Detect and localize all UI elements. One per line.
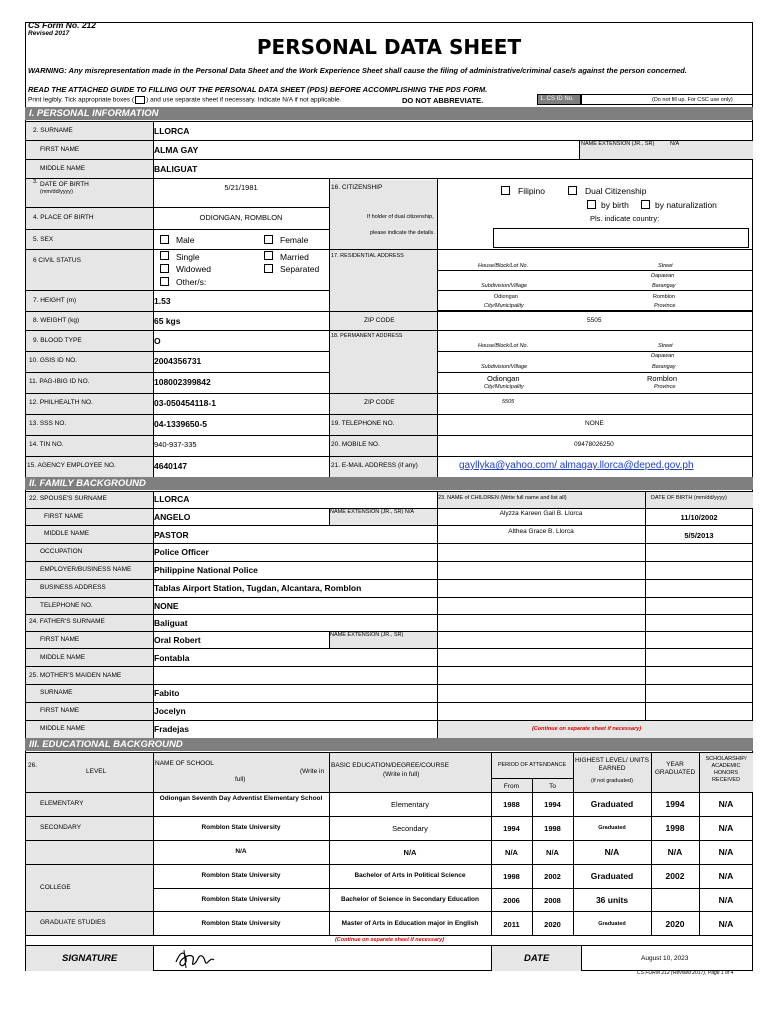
perm-house-label: House/Block/Lot No. bbox=[478, 343, 529, 349]
mother-first-value: Jocelyn bbox=[154, 706, 186, 716]
male-label: Male bbox=[176, 235, 195, 245]
dob-label: DATE OF BIRTH bbox=[40, 181, 89, 188]
married-checkbox[interactable] bbox=[264, 251, 273, 260]
edu-highest-college-1: Graduated bbox=[590, 871, 634, 881]
father-first-label: FIRST NAME bbox=[40, 636, 80, 643]
spouse-surname-label: 22. SPOUSE'S SURNAME bbox=[29, 495, 107, 502]
edu-to-secondary: 1998 bbox=[544, 824, 561, 833]
do-not-fill-note: (Do not fill up. For CSC use only) bbox=[652, 97, 733, 103]
child-2-name: Althea Grace B. Llorca bbox=[508, 528, 574, 535]
blood-type-label: 9. BLOOD TYPE bbox=[33, 337, 82, 344]
mother-middle-label: MIDDLE NAME bbox=[40, 725, 86, 732]
edu-course-vocational: N/A bbox=[403, 848, 417, 857]
edu-school-secondary: Romblon State University bbox=[201, 824, 281, 831]
edu-year-graduate: 2020 bbox=[665, 919, 685, 929]
dual-details-note: please indicate the details. bbox=[370, 230, 435, 236]
middle-name-value: BALIGUAT bbox=[154, 164, 198, 174]
highest-level-header: HIGHEST LEVEL/ UNITS EARNED bbox=[575, 757, 649, 772]
warning-text: WARNING: Any misrepresentation made in the Personal Data Sheet and the Work Experience Sheet shall cause the filing of administrative/criminal case/s against the person concerned. bbox=[28, 66, 687, 75]
spouse-first-label: FIRST NAME bbox=[44, 513, 84, 520]
agency-employee-label: 15. AGENCY EMPLOYEE NO. bbox=[27, 462, 116, 469]
first-name-value: ALMA GAY bbox=[154, 145, 199, 155]
edu-to-elementary: 1994 bbox=[544, 800, 561, 809]
year-graduated-header: YEAR GRADUATED bbox=[654, 761, 696, 776]
widowed-label: Widowed bbox=[176, 264, 211, 274]
form-number: CS Form No. 212 bbox=[28, 20, 97, 30]
separated-checkbox[interactable] bbox=[264, 264, 273, 273]
res-zip-label: ZIP CODE bbox=[364, 317, 395, 324]
father-surname-label: 24. FATHER'S SURNAME bbox=[29, 618, 105, 625]
perm-barangay-label: Barangay bbox=[652, 364, 676, 370]
edu-year-vocational: N/A bbox=[667, 847, 683, 857]
email-value[interactable]: gayllyka@yahoo.com/ almagay.llorca@deped.gov.ph bbox=[459, 460, 694, 471]
form-revised: Revised 2017 bbox=[28, 30, 70, 37]
filipino-checkbox[interactable] bbox=[501, 186, 510, 195]
res-city-label: City/Municipality bbox=[484, 303, 524, 309]
business-address-value: Tablas Airport Station, Tugdan, Alcantara, Romblon bbox=[154, 583, 362, 593]
telephone-value: NONE bbox=[585, 420, 604, 427]
section-family-background: II. FAMILY BACKGROUND bbox=[25, 477, 753, 490]
edu-from-elementary: 1988 bbox=[503, 800, 520, 809]
surname-value: LLORCA bbox=[154, 126, 190, 136]
edu-level-graduate: GRADUATE STUDIES bbox=[40, 919, 106, 926]
res-street-label: Street bbox=[658, 263, 673, 269]
perm-zip-label: ZIP CODE bbox=[364, 399, 395, 406]
by-birth-label: by birth bbox=[601, 200, 629, 210]
education-continue-note: (Continue on separate sheet if necessary) bbox=[334, 937, 445, 943]
family-continue-note: (Continue on separate sheet if necessary) bbox=[532, 726, 642, 732]
signature-label: SIGNATURE bbox=[62, 953, 118, 964]
by-naturalization-checkbox[interactable] bbox=[641, 200, 650, 209]
education-number: 26. bbox=[28, 762, 38, 769]
father-first-value: Oral Robert bbox=[154, 635, 201, 645]
father-surname-value: Baliguat bbox=[154, 618, 188, 628]
first-name-label: FIRST NAME bbox=[40, 146, 80, 153]
edu-course-elementary: Elementary bbox=[391, 800, 429, 809]
tin-label: 14. TIN NO. bbox=[29, 441, 64, 448]
edu-year-elementary: 1994 bbox=[665, 799, 685, 809]
highest-level-sub: (if not graduated) bbox=[591, 778, 633, 784]
dual-citizenship-label: Dual Citizenship bbox=[585, 186, 647, 196]
children-label: 23. NAME of CHILDREN (Write full name and list all) bbox=[438, 495, 567, 501]
perm-street-label: Street bbox=[658, 343, 673, 349]
married-label: Married bbox=[280, 252, 309, 262]
separated-label: Separated bbox=[280, 264, 320, 274]
agency-employee-value: 4640147 bbox=[154, 461, 188, 471]
perm-street-value: Dapawan bbox=[651, 353, 675, 359]
others-label: Other/s: bbox=[176, 277, 207, 287]
surname-label: 2. SURNAME bbox=[33, 127, 73, 134]
name-extension-label: NAME EXTENSION (JR., SR) bbox=[581, 141, 655, 147]
edu-from-vocational: N/A bbox=[505, 848, 518, 857]
pagibig-value: 108002399842 bbox=[154, 377, 211, 387]
school-write-in: (Write in bbox=[300, 768, 325, 775]
male-checkbox[interactable] bbox=[160, 235, 169, 244]
read-guide-text: READ THE ATTACHED GUIDE TO FILLING OUT THE PERSONAL DATA SHEET (PDS) BEFORE ACCOMPLISHING THE PDS FORM. bbox=[28, 85, 488, 94]
civil-status-label: 6 CIVIL STATUS bbox=[33, 257, 81, 264]
edu-to-graduate: 2020 bbox=[544, 920, 561, 929]
pob-value: ODIONGAN, ROMBLON bbox=[199, 213, 283, 222]
by-birth-checkbox[interactable] bbox=[587, 200, 596, 209]
edu-honors-college-1: N/A bbox=[718, 871, 734, 881]
cs-id-label: 1. CS ID No. bbox=[537, 94, 581, 105]
res-subdivision-label: Subdivision/Village bbox=[481, 283, 528, 289]
from-header: From bbox=[503, 783, 520, 790]
course-header: BASIC EDUCATION/DEGREE/COURSE bbox=[331, 762, 449, 769]
female-label: Female bbox=[280, 235, 309, 245]
edu-level-college: COLLEGE bbox=[40, 884, 71, 891]
mother-surname-label: SURNAME bbox=[40, 689, 73, 696]
spouse-surname-value: LLORCA bbox=[154, 494, 190, 504]
dob-value: 5/21/1981 bbox=[224, 183, 258, 192]
edu-school-vocational: N/A bbox=[235, 848, 247, 855]
label-column-bg-2 bbox=[329, 180, 437, 477]
honors-header: SCHOLARSHIP/ ACADEMIC HONORS RECEIVED bbox=[705, 756, 747, 783]
edu-school-elementary: Odiongan Seventh Day Adventist Elementary School bbox=[159, 795, 323, 802]
employer-label: EMPLOYER/BUSINESS NAME bbox=[40, 566, 132, 573]
date-value: August 10, 2023 bbox=[641, 955, 689, 962]
blood-type-value: O bbox=[154, 336, 161, 346]
dob-number: 3. bbox=[33, 179, 38, 185]
sss-label: 13. SSS NO. bbox=[29, 420, 67, 427]
citizenship-label: 16. CITIZENSHIP bbox=[331, 184, 383, 191]
edu-from-secondary: 1994 bbox=[503, 824, 520, 833]
edu-highest-graduate: Graduated bbox=[598, 921, 626, 927]
child-1-dob: 11/10/2002 bbox=[680, 513, 718, 522]
residential-address-label: 17. RESIDENTIAL ADDRESS bbox=[331, 253, 404, 259]
father-ext-label: NAME EXTENSION (JR., SR) bbox=[330, 632, 404, 638]
mobile-label: 20. MOBILE NO. bbox=[331, 441, 380, 448]
spouse-ext-label: NAME EXTENSION (JR., SR) N/A bbox=[330, 509, 415, 515]
section-personal-information: I. PERSONAL INFORMATION bbox=[25, 107, 753, 120]
edu-honors-elementary: N/A bbox=[718, 799, 734, 809]
weight-value: 65 kgs bbox=[154, 316, 181, 326]
middle-name-label: MIDDLE NAME bbox=[40, 165, 86, 172]
name-extension-value: N/A bbox=[670, 141, 680, 147]
spouse-telephone-label: TELEPHONE NO. bbox=[40, 602, 93, 609]
height-label: 7. HEIGHT (m) bbox=[33, 297, 77, 304]
weight-label: 8. WEIGHT (kg) bbox=[33, 317, 80, 324]
perm-subdivision-label: Subdivision/Village bbox=[481, 364, 528, 370]
form-footer: CS FORM 212 (Revised 2017), Page 1 of 4 bbox=[637, 970, 734, 976]
edu-from-college-2: 2006 bbox=[503, 896, 520, 905]
philhealth-value: 03-050454118-1 bbox=[154, 398, 216, 408]
signature-image bbox=[170, 946, 218, 972]
indicate-country-label: Pls. indicate country: bbox=[590, 214, 660, 223]
father-middle-value: Fontabla bbox=[154, 653, 190, 663]
single-label: Single bbox=[176, 252, 200, 262]
do-not-abbreviate: DO NOT ABBREVIATE. bbox=[402, 96, 484, 105]
edu-year-secondary: 1998 bbox=[665, 823, 685, 833]
edu-from-college-1: 1998 bbox=[503, 872, 520, 881]
sss-value: 04-1339650-5 bbox=[154, 419, 207, 429]
email-label: 21. E-MAIL ADDRESS (if any) bbox=[331, 462, 418, 469]
edu-school-college-1: Romblon State University bbox=[201, 872, 281, 879]
edu-course-graduate: Master of Arts in Education major in English bbox=[341, 920, 479, 927]
res-street-value: Dapawan bbox=[651, 273, 675, 279]
filipino-label: Filipino bbox=[518, 186, 545, 196]
edu-highest-secondary: Graduated bbox=[598, 825, 626, 831]
spouse-middle-label: MIDDLE NAME bbox=[44, 530, 90, 537]
occupation-label: OCCUPATION bbox=[40, 548, 83, 555]
female-checkbox[interactable] bbox=[264, 235, 273, 244]
res-zip-value: 5505 bbox=[587, 317, 602, 324]
spouse-telephone-value: NONE bbox=[154, 601, 179, 611]
edu-school-college-2: Romblon State University bbox=[201, 896, 281, 903]
height-value: 1.53 bbox=[154, 296, 171, 306]
perm-city-value: Odiongan bbox=[487, 374, 520, 383]
spouse-middle-value: PASTOR bbox=[154, 530, 189, 540]
edu-school-graduate: Romblon State University bbox=[201, 920, 281, 927]
edu-highest-college-2: 36 units bbox=[595, 895, 629, 905]
perm-zip-value: 5505 bbox=[502, 399, 515, 405]
widowed-checkbox[interactable] bbox=[160, 264, 169, 273]
date-label: DATE bbox=[524, 953, 550, 964]
res-barangay-label: Barangay bbox=[652, 283, 676, 289]
mobile-value: 09478026250 bbox=[574, 441, 614, 448]
occupation-value: Police Officer bbox=[154, 547, 209, 557]
edu-level-elementary: ELEMENTARY bbox=[40, 800, 84, 807]
section-educational-background: III. EDUCATIONAL BACKGROUND bbox=[25, 738, 753, 751]
single-checkbox[interactable] bbox=[160, 251, 169, 260]
business-address-label: BUSINESS ADDRESS bbox=[40, 584, 106, 591]
country-field[interactable] bbox=[493, 228, 749, 248]
to-header: To bbox=[549, 783, 556, 790]
tin-value: 940-937-335 bbox=[154, 440, 197, 449]
father-middle-label: MIDDLE NAME bbox=[40, 654, 86, 661]
pagibig-label: 11. PAG-IBIG ID NO. bbox=[29, 378, 90, 385]
permanent-address-label: 18. PERMANENT ADDRESS bbox=[331, 333, 403, 339]
edu-honors-graduate: N/A bbox=[718, 919, 734, 929]
children-dob-label: DATE OF BIRTH (mm/dd/yyyy) bbox=[651, 495, 727, 501]
res-city-value: Odiongan bbox=[494, 294, 518, 300]
dob-format: (mm/dd/yyyy) bbox=[40, 189, 73, 195]
course-write-in: (Write in full) bbox=[383, 771, 420, 778]
edu-year-college-1: 2002 bbox=[665, 871, 685, 881]
edu-honors-college-2: N/A bbox=[718, 895, 734, 905]
sex-label: 5. SEX bbox=[33, 236, 54, 243]
edu-honors-vocational: N/A bbox=[718, 847, 734, 857]
tick-box-icon bbox=[135, 96, 145, 104]
edu-to-college-2: 2008 bbox=[544, 896, 561, 905]
edu-to-vocational: N/A bbox=[546, 848, 559, 857]
mother-maiden-label: 25. MOTHER'S MAIDEN NAME bbox=[29, 672, 122, 679]
perm-city-label: City/Municipality bbox=[484, 384, 524, 390]
res-province-label: Province bbox=[654, 303, 676, 309]
res-province-value: Romblon bbox=[653, 294, 676, 300]
child-2-dob: 5/5/2013 bbox=[684, 531, 714, 540]
school-header: NAME OF SCHOOL bbox=[155, 760, 214, 767]
gsis-label: 10. GSIS ID NO. bbox=[29, 357, 78, 364]
telephone-label: 19. TELEPHONE NO. bbox=[331, 420, 395, 427]
mother-middle-value: Fradejas bbox=[154, 724, 189, 734]
mother-first-label: FIRST NAME bbox=[40, 707, 80, 714]
perm-province-label: Province bbox=[654, 384, 676, 390]
child-1-name: Alyzza Kareen Gail B. Llorca bbox=[499, 510, 583, 517]
period-header: PERIOD OF ATTENDANCE bbox=[497, 762, 567, 768]
edu-level-secondary: SECONDARY bbox=[40, 824, 82, 831]
res-house-label: House/Block/Lot No. bbox=[478, 263, 529, 269]
dual-holder-note: If holder of dual citizenship, bbox=[367, 214, 434, 220]
page-title: PERSONAL DATA SHEET bbox=[256, 35, 522, 59]
level-header: LEVEL bbox=[86, 768, 107, 775]
spouse-first-value: ANGELO bbox=[154, 512, 191, 522]
edu-course-secondary: Secondary bbox=[392, 824, 428, 833]
school-full: full) bbox=[235, 776, 246, 783]
gsis-value: 2004356731 bbox=[154, 356, 202, 366]
edu-course-college-1: Bachelor of Arts in Political Science bbox=[354, 872, 466, 879]
by-naturalization-label: by naturalization bbox=[655, 200, 717, 210]
edu-honors-secondary: N/A bbox=[718, 823, 734, 833]
dual-citizenship-checkbox[interactable] bbox=[568, 186, 577, 195]
employer-value: Philippine National Police bbox=[154, 565, 258, 575]
edu-to-college-1: 2002 bbox=[544, 872, 561, 881]
others-checkbox[interactable] bbox=[160, 277, 169, 286]
edu-highest-elementary: Graduated bbox=[590, 799, 634, 809]
print-legibly-text: Print legibly. Tick appropriate boxes ( ) and use separate sheet if necessary. Indicate N/A if not applicable. bbox=[28, 96, 342, 104]
mother-surname-value: Fabito bbox=[154, 688, 180, 698]
edu-highest-vocational: N/A bbox=[604, 847, 620, 857]
edu-from-graduate: 2011 bbox=[503, 920, 520, 929]
philhealth-label: 12. PHILHEALTH NO. bbox=[29, 399, 93, 406]
pob-label: 4. PLACE OF BIRTH bbox=[33, 214, 94, 221]
edu-course-college-2: Bachelor of Science in Secondary Education bbox=[341, 896, 479, 903]
perm-province-value: Romblon bbox=[647, 374, 678, 383]
